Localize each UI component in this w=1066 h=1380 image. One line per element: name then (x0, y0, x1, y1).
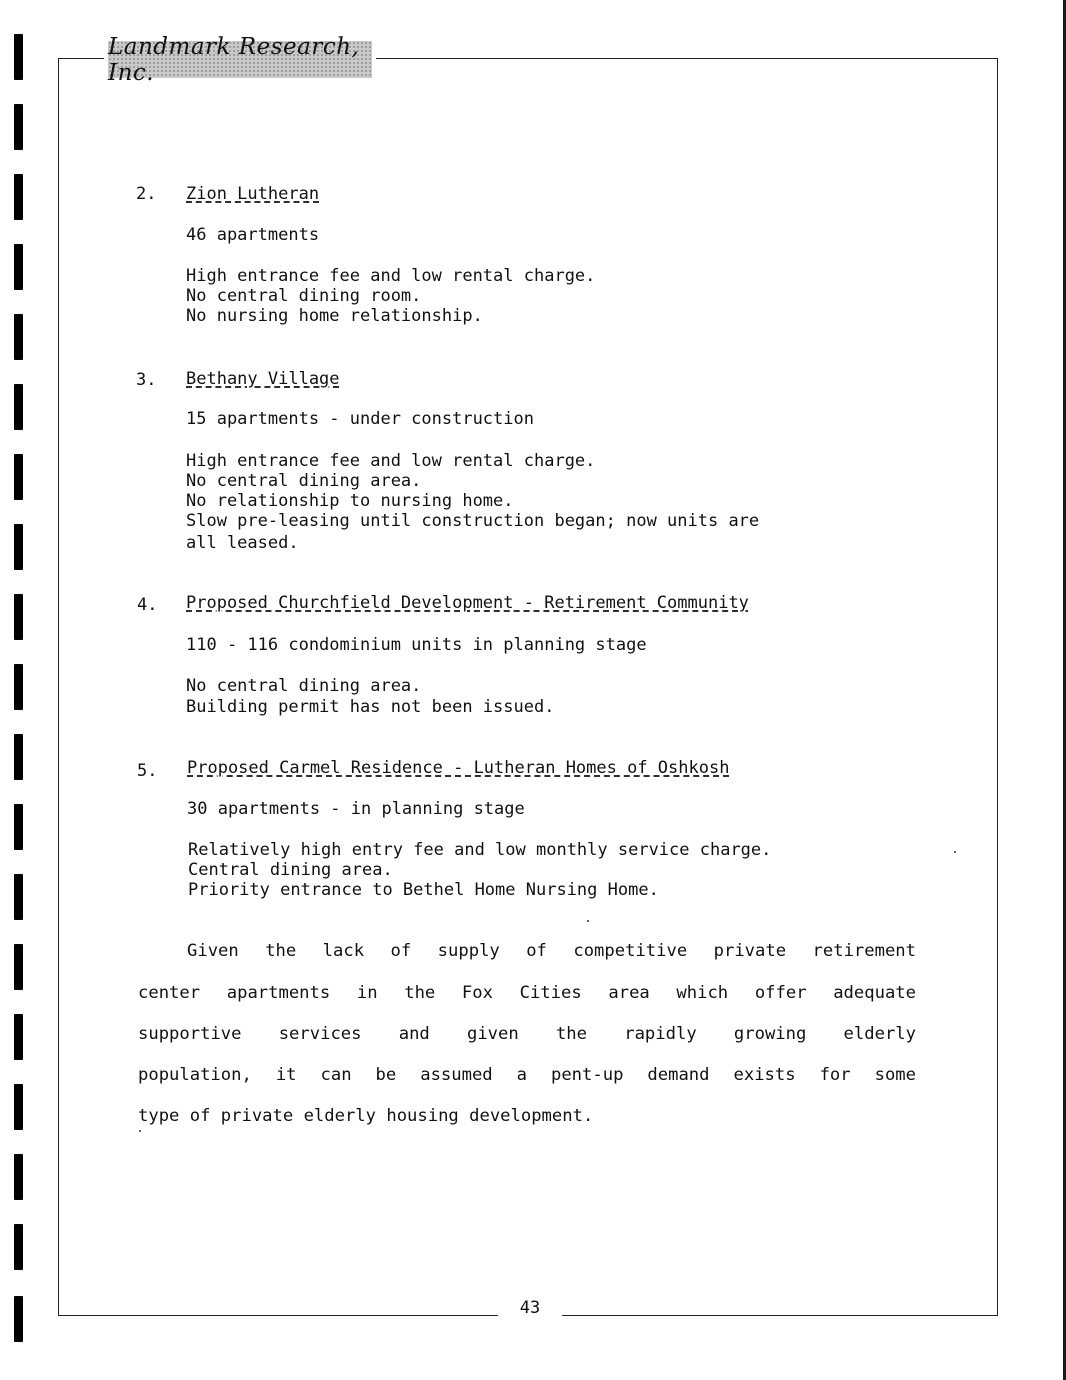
punch-hole (14, 1154, 23, 1200)
item-number: 4. (137, 595, 158, 615)
scan-speck (954, 851, 956, 853)
scan-speck (139, 1130, 141, 1132)
scan-speck (587, 920, 589, 922)
paragraph-line: type of private elderly housing development. (138, 1106, 594, 1126)
item-title: Zion Lutheran (186, 184, 320, 204)
item-title: Proposed Churchfield Development - Retirement Community (186, 593, 749, 613)
item-detail: all leased. (186, 533, 299, 553)
punch-hole (14, 384, 23, 430)
item-title: Proposed Carmel Residence - Lutheran Homes of Oshkosh (187, 758, 730, 778)
punch-hole (14, 524, 23, 570)
punch-hole (14, 1296, 23, 1342)
paragraph-line: Given the lack of supply of competitive private retirement (187, 941, 916, 961)
paragraph-line: center apartments in the Fox Cities area which offer adequate (138, 983, 916, 1003)
paragraph-line: supportive services and given the rapidly growing elderly (138, 1024, 916, 1044)
item-detail: No central dining room. (186, 286, 422, 306)
page-number: 43 (519, 1298, 541, 1318)
punch-hole (14, 104, 23, 150)
company-logo (108, 33, 372, 86)
item-detail: Slow pre-leasing until construction began; now units are (186, 511, 760, 531)
item-detail: No relationship to nursing home. (186, 491, 514, 511)
item-detail: High entrance fee and low rental charge. (186, 451, 596, 471)
item-detail: Relatively high entry fee and low monthly service charge. (188, 840, 772, 860)
binding-strip (0, 0, 40, 1380)
item-number: 2. (136, 184, 157, 204)
item-summary: 46 apartments (186, 225, 320, 245)
punch-hole (14, 1014, 23, 1060)
item-number: 5. (137, 761, 158, 781)
paragraph-line: population, it can be assumed a pent-up demand exists for some (138, 1065, 916, 1085)
punch-hole (14, 1224, 23, 1270)
item-detail: Priority entrance to Bethel Home Nursing Home. (188, 880, 659, 900)
punch-hole (14, 1084, 23, 1130)
punch-hole (14, 734, 23, 780)
item-summary: 15 apartments - under construction (186, 409, 534, 429)
punch-hole (14, 944, 23, 990)
punch-hole (14, 594, 23, 640)
item-detail: Central dining area. (188, 860, 393, 880)
punch-hole (14, 174, 23, 220)
item-summary: 30 apartments - in planning stage (187, 799, 525, 819)
punch-hole (14, 454, 23, 500)
logo-text: Landmark Research, Inc. (108, 33, 360, 86)
item-summary: 110 - 116 condominium units in planning stage (186, 635, 647, 655)
item-detail: No nursing home relationship. (186, 306, 483, 326)
item-detail: Building permit has not been issued. (186, 697, 555, 717)
punch-hole (14, 874, 23, 920)
punch-hole (14, 804, 23, 850)
punch-hole (14, 664, 23, 710)
punch-hole (14, 34, 23, 80)
punch-hole (14, 244, 23, 290)
item-detail: High entrance fee and low rental charge. (186, 266, 596, 286)
item-title: Bethany Village (186, 369, 340, 389)
item-detail: No central dining area. (186, 676, 422, 696)
item-detail: No central dining area. (186, 471, 422, 491)
punch-hole (14, 314, 23, 360)
item-number: 3. (136, 370, 157, 390)
